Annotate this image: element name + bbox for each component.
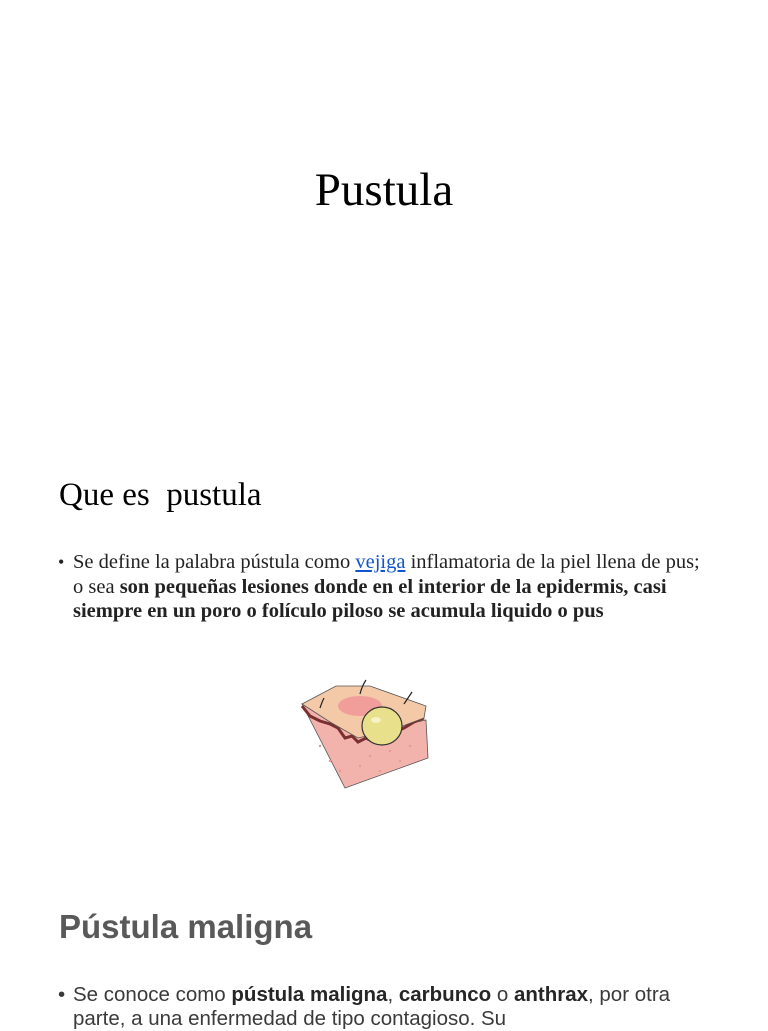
bullet-dot-icon: • xyxy=(58,983,66,1006)
maligna-text-2: , xyxy=(387,983,399,1006)
maligna-bold-2: carbunco xyxy=(398,983,492,1006)
maligna-bold-1: pústula maligna xyxy=(231,983,388,1006)
definition-text-bold: son pequeñas lesiones donde en el interior de la epidermis, casi siempre en un poro o folículo piloso se acumula liquido o pus xyxy=(73,575,667,622)
definition-text xyxy=(73,550,708,624)
skin-pustule-illustration-icon xyxy=(300,676,430,791)
slide-title: Pustula xyxy=(314,164,454,216)
section-heading-pustula-maligna: Pústula maligna xyxy=(59,908,313,945)
maligna-text-4: , por otra parte, a una enfermedad de tipo contagioso. Su xyxy=(73,983,671,1030)
maligna-text-1: Se conoce como xyxy=(73,983,232,1006)
definition-text-middle: inflamatoria de la piel llena de pus; o sea xyxy=(73,551,700,598)
maligna-text-3: o xyxy=(491,983,514,1006)
vejiga-link[interactable]: vejiga xyxy=(355,551,406,573)
maligna-bold-3: anthrax xyxy=(513,983,589,1006)
bullet-dot-icon: • xyxy=(58,552,65,572)
definition-bullet xyxy=(58,550,708,624)
definition-text-start: Se define la palabra pústula como xyxy=(73,551,356,573)
section-heading-que-es-pustula: Que es pustula xyxy=(59,477,262,513)
